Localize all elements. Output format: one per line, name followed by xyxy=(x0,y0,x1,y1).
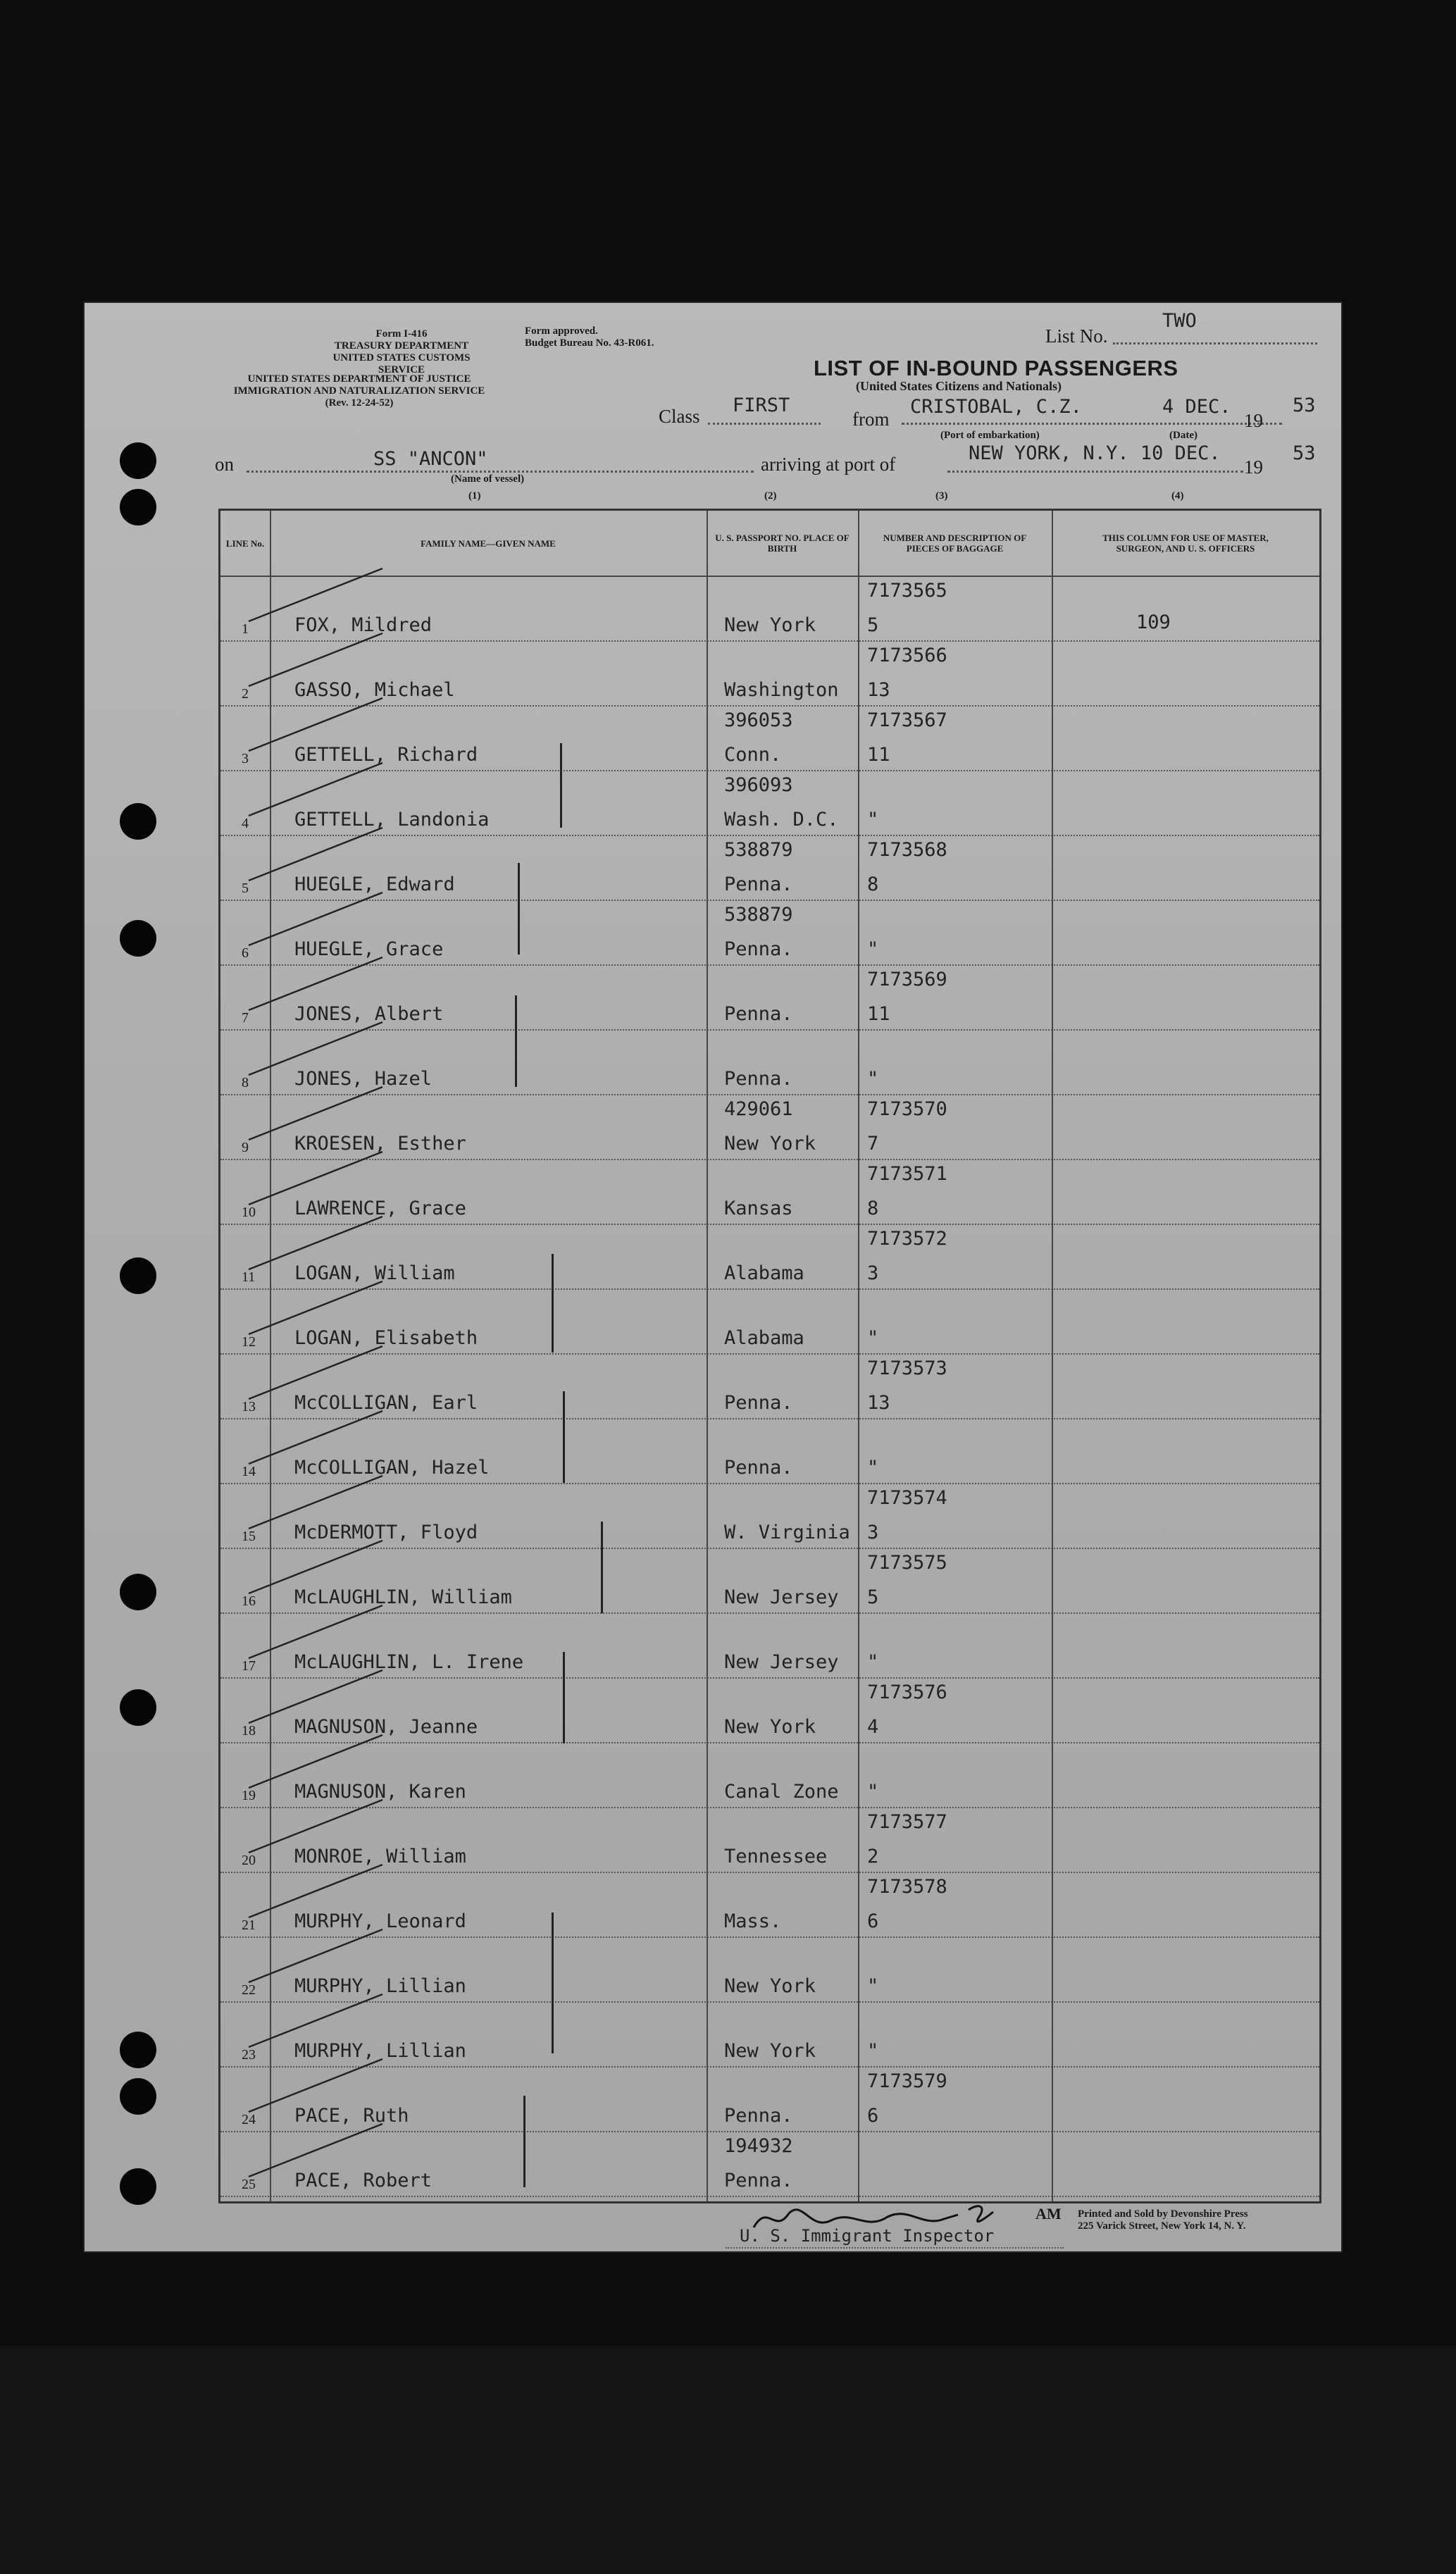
passport-number: 396053 xyxy=(724,709,793,731)
port-embark-caption: (Port of embarkation) xyxy=(940,430,1040,441)
baggage-check-number: 7173568 xyxy=(867,839,947,861)
form-title: LIST OF IN-BOUND PASSENGERS xyxy=(814,356,1178,380)
check-mark xyxy=(242,1267,397,1338)
baggage-check-number: 7173569 xyxy=(867,969,947,990)
baggage-pieces: 13 xyxy=(867,1392,890,1414)
list-no-label: List No. xyxy=(1045,325,1108,347)
place-of-birth: Penna. xyxy=(724,873,793,895)
baggage-pieces: 5 xyxy=(867,614,879,636)
col-no-3: (3) xyxy=(935,490,948,502)
place-of-birth: W. Virginia xyxy=(724,1522,850,1543)
check-mark xyxy=(242,1202,397,1273)
passenger-name: McLAUGHLIN, William xyxy=(294,1586,512,1608)
place-of-birth: Mass. xyxy=(724,1910,782,1932)
baggage-pieces: 6 xyxy=(867,2105,879,2127)
line-number: 22 xyxy=(242,1982,256,1998)
ins-service: IMMIGRATION AND NATURALIZATION SERVICE xyxy=(233,385,485,397)
place-of-birth: New Jersey xyxy=(724,1651,839,1673)
line-number: 20 xyxy=(242,1853,256,1868)
check-mark xyxy=(242,1073,397,1143)
check-mark xyxy=(242,1721,397,1791)
check-mark xyxy=(242,1656,397,1727)
baggage-pieces: " xyxy=(867,1781,879,1803)
passenger-name: KROESEN, Esther xyxy=(294,1133,466,1155)
line-number: 10 xyxy=(242,1205,256,1220)
baggage-pieces: 4 xyxy=(867,1716,879,1738)
binder-hole xyxy=(120,1574,156,1610)
col-no-1: (1) xyxy=(468,490,481,502)
line-number: 25 xyxy=(242,2177,256,2192)
binder-hole xyxy=(120,920,156,957)
place-of-birth: Penna. xyxy=(724,938,793,960)
check-mark xyxy=(242,1786,397,1856)
baggage-check-number: 7173571 xyxy=(867,1163,947,1185)
place-of-birth: New York xyxy=(724,2040,816,2062)
passenger-name: JONES, Hazel xyxy=(294,1068,433,1090)
class-label: Class xyxy=(659,406,700,427)
passenger-name: HUEGLE, Grace xyxy=(294,938,444,960)
line-number: 2 xyxy=(242,686,249,702)
line-number: 24 xyxy=(242,2112,256,2127)
passenger-table xyxy=(218,509,1321,2203)
check-mark xyxy=(242,2110,397,2180)
budget-bureau: Budget Bureau No. 43-R061. xyxy=(525,337,654,349)
justice-block xyxy=(211,373,507,409)
passenger-name: HUEGLE, Edward xyxy=(294,873,455,895)
passport-number: 538879 xyxy=(724,904,793,926)
passenger-name: MONROE, William xyxy=(294,1846,466,1867)
baggage-check-number: 7173579 xyxy=(867,2070,947,2092)
check-mark xyxy=(242,2045,397,2115)
col-header-name: FAMILY NAME—GIVEN NAME xyxy=(421,537,556,549)
check-mark xyxy=(242,814,397,884)
list-no-value: TWO xyxy=(1162,310,1197,332)
passenger-name: McDERMOTT, Floyd xyxy=(294,1522,478,1543)
passenger-name: JONES, Albert xyxy=(294,1003,444,1025)
passenger-name: GETTELL, Landonia xyxy=(294,809,490,831)
col-header-passport: U. S. PASSPORT NO. PLACE OF BIRTH xyxy=(715,533,850,554)
scan-background xyxy=(0,2346,1456,2574)
baggage-pieces: 2 xyxy=(867,1846,879,1867)
printer-line-2: 225 Varick Street, New York 14, N. Y. xyxy=(1078,2220,1246,2232)
baggage-pieces: 11 xyxy=(867,1003,890,1025)
baggage-pieces: " xyxy=(867,1651,879,1673)
check-mark xyxy=(242,1397,397,1467)
line-number: 9 xyxy=(242,1140,249,1155)
baggage-check-number: 7173572 xyxy=(867,1228,947,1250)
binder-hole xyxy=(120,2078,156,2115)
check-mark xyxy=(242,1980,397,2051)
col-no-2: (2) xyxy=(764,490,777,502)
check-mark xyxy=(242,749,397,819)
baggage-check-number: 7173570 xyxy=(867,1098,947,1120)
passenger-name: McLAUGHLIN, L. Irene xyxy=(294,1651,524,1673)
line-number: 7 xyxy=(242,1010,249,1026)
baggage-check-number: 7173577 xyxy=(867,1811,947,1833)
justice-dept: UNITED STATES DEPARTMENT OF JUSTICE xyxy=(247,373,471,385)
baggage-check-number: 7173578 xyxy=(867,1876,947,1898)
passport-number: 538879 xyxy=(724,839,793,861)
passport-number: 429061 xyxy=(724,1098,793,1120)
year-prefix-1: 19 xyxy=(1244,410,1263,431)
check-mark xyxy=(242,1591,397,1662)
line-number: 23 xyxy=(242,2047,256,2063)
check-mark xyxy=(242,1527,397,1597)
inspector-label: U. S. Immigrant Inspector xyxy=(740,2226,995,2246)
embark-port: CRISTOBAL, C.Z. xyxy=(910,396,1082,418)
form-subtitle: (United States Citizens and Nationals) xyxy=(856,379,1062,393)
approval-block xyxy=(525,325,654,349)
passenger-name: McCOLLIGAN, Earl xyxy=(294,1392,478,1414)
baggage-pieces: " xyxy=(867,938,879,960)
place-of-birth: New York xyxy=(724,1133,816,1155)
line-number: 14 xyxy=(242,1464,256,1479)
passenger-name: MAGNUSON, Jeanne xyxy=(294,1716,478,1738)
line-number: 5 xyxy=(242,881,249,896)
baggage-pieces: " xyxy=(867,2040,879,2062)
baggage-pieces: 3 xyxy=(867,1522,879,1543)
check-mark xyxy=(242,878,397,949)
binder-hole xyxy=(120,2032,156,2068)
check-mark xyxy=(242,1462,397,1532)
binder-hole xyxy=(120,489,156,526)
officer-note: 109 xyxy=(1136,611,1171,633)
passenger-name: GASSO, Michael xyxy=(294,679,455,701)
place-of-birth: Penna. xyxy=(724,1392,793,1414)
revision-date: (Rev. 12-24-52) xyxy=(325,397,394,409)
baggage-check-number: 7173574 xyxy=(867,1487,947,1509)
place-of-birth: Tennessee xyxy=(724,1846,828,1867)
treasury-dept: TREASURY DEPARTMENT xyxy=(334,340,469,352)
place-of-birth: Washington xyxy=(724,679,839,701)
baggage-check-number: 7173576 xyxy=(867,1681,947,1703)
baggage-pieces: 3 xyxy=(867,1262,879,1284)
col-header-line: LINE No. xyxy=(225,537,265,549)
binder-hole xyxy=(120,1257,156,1294)
place-of-birth: Conn. xyxy=(724,744,782,766)
baggage-pieces: 6 xyxy=(867,1910,879,1932)
line-number: 4 xyxy=(242,816,249,831)
place-of-birth: New York xyxy=(724,1975,816,1997)
passport-number: 194932 xyxy=(724,2135,793,2157)
baggage-pieces: 8 xyxy=(867,1198,879,1219)
time-mark: AM xyxy=(1035,2205,1062,2222)
passenger-name: MURPHY, Lillian xyxy=(294,1975,466,1997)
place-of-birth: Penna. xyxy=(724,1003,793,1025)
date-caption: (Date) xyxy=(1169,430,1197,441)
line-number: 6 xyxy=(242,945,249,961)
passenger-name: LOGAN, Elisabeth xyxy=(294,1327,478,1349)
line-number: 3 xyxy=(242,751,249,766)
baggage-pieces: 7 xyxy=(867,1133,879,1155)
class-value: FIRST xyxy=(733,394,790,416)
place-of-birth: New Jersey xyxy=(724,1586,839,1608)
check-mark xyxy=(242,1138,397,1208)
baggage-pieces: 13 xyxy=(867,679,890,701)
passenger-name: LAWRENCE, Grace xyxy=(294,1198,466,1219)
embark-date: 4 DEC. xyxy=(1162,396,1231,418)
binder-hole xyxy=(120,1689,156,1726)
year-prefix-2: 19 xyxy=(1244,456,1263,478)
baggage-pieces: " xyxy=(867,1327,879,1349)
printer-imprint xyxy=(1078,2208,1248,2232)
check-mark xyxy=(242,554,397,625)
binder-hole xyxy=(120,803,156,840)
vessel-name: SS "ANCON" xyxy=(373,448,488,470)
passenger-name: LOGAN, William xyxy=(294,1262,455,1284)
arriving-label: arriving at port of xyxy=(761,454,896,475)
table-row xyxy=(220,2131,1319,2197)
baggage-pieces: " xyxy=(867,809,879,831)
passenger-name: PACE, Robert xyxy=(294,2170,433,2191)
passenger-name: MAGNUSON, Karen xyxy=(294,1781,466,1803)
line-number: 15 xyxy=(242,1529,256,1544)
year-1: 53 xyxy=(1293,394,1316,416)
line-number: 12 xyxy=(242,1334,256,1350)
passenger-name: FOX, Mildred xyxy=(294,614,433,636)
baggage-check-number: 7173567 xyxy=(867,709,947,731)
arrival-port: NEW YORK, N.Y. 10 DEC. xyxy=(969,442,1221,464)
place-of-birth: Penna. xyxy=(724,1068,793,1090)
from-label: from xyxy=(852,409,890,430)
check-mark xyxy=(242,943,397,1014)
baggage-check-number: 7173566 xyxy=(867,645,947,666)
passenger-name: MURPHY, Leonard xyxy=(294,1910,466,1932)
baggage-check-number: 7173575 xyxy=(867,1552,947,1574)
place-of-birth: Canal Zone xyxy=(724,1781,839,1803)
check-mark xyxy=(242,684,397,754)
passenger-name: PACE, Ruth xyxy=(294,2105,409,2127)
place-of-birth: New York xyxy=(724,614,816,636)
baggage-pieces: 5 xyxy=(867,1586,879,1608)
place-of-birth: Wash. D.C. xyxy=(724,809,839,831)
col-header-baggage: NUMBER AND DESCRIPTION OF PIECES OF BAGGAGE xyxy=(883,533,1027,554)
line-number: 19 xyxy=(242,1788,256,1803)
line-number: 8 xyxy=(242,1075,249,1090)
customs-service: UNITED STATES CUSTOMS SERVICE xyxy=(332,352,471,375)
line-number: 18 xyxy=(242,1723,256,1739)
col-header-officers: THIS COLUMN FOR USE OF MASTER, SURGEON, AND U. S. OFFICERS xyxy=(1102,533,1269,554)
passport-number: 396093 xyxy=(724,774,793,796)
passenger-name: McCOLLIGAN, Hazel xyxy=(294,1457,490,1479)
place-of-birth: Alabama xyxy=(724,1327,804,1349)
place-of-birth: Kansas xyxy=(724,1198,793,1219)
place-of-birth: Penna. xyxy=(724,2170,793,2191)
form-number: Form I-416 xyxy=(375,328,428,340)
place-of-birth: Penna. xyxy=(724,2105,793,2127)
printer-line-1: Printed and Sold by Devonshire Press xyxy=(1078,2208,1248,2220)
line-number: 1 xyxy=(242,621,249,637)
baggage-pieces: 8 xyxy=(867,873,879,895)
check-mark xyxy=(242,1915,397,1986)
place-of-birth: Penna. xyxy=(724,1457,793,1479)
passenger-name: MURPHY, Lillian xyxy=(294,2040,466,2062)
col-no-4: (4) xyxy=(1171,490,1184,502)
form-block xyxy=(310,328,493,376)
passenger-name: GETTELL, Richard xyxy=(294,744,478,766)
binder-hole xyxy=(120,442,156,479)
baggage-pieces: " xyxy=(867,1457,879,1479)
year-2: 53 xyxy=(1293,442,1316,464)
baggage-pieces: 11 xyxy=(867,744,890,766)
check-mark xyxy=(242,1332,397,1403)
form-approved: Form approved. xyxy=(525,325,598,337)
check-mark xyxy=(242,619,397,690)
baggage-pieces: " xyxy=(867,1068,879,1090)
check-mark xyxy=(242,1008,397,1078)
vessel-caption: (Name of vessel) xyxy=(451,473,525,485)
line-number: 16 xyxy=(242,1593,256,1609)
line-number: 11 xyxy=(242,1269,256,1285)
check-mark xyxy=(242,1851,397,1921)
on-label: on xyxy=(215,454,234,475)
place-of-birth: New York xyxy=(724,1716,816,1738)
baggage-check-number: 7173573 xyxy=(867,1357,947,1379)
line-number: 17 xyxy=(242,1658,256,1674)
line-number: 13 xyxy=(242,1399,256,1415)
place-of-birth: Alabama xyxy=(724,1262,804,1284)
baggage-pieces: " xyxy=(867,1975,879,1997)
baggage-check-number: 7173565 xyxy=(867,580,947,602)
line-number: 21 xyxy=(242,1917,256,1933)
binder-hole xyxy=(120,2168,156,2205)
